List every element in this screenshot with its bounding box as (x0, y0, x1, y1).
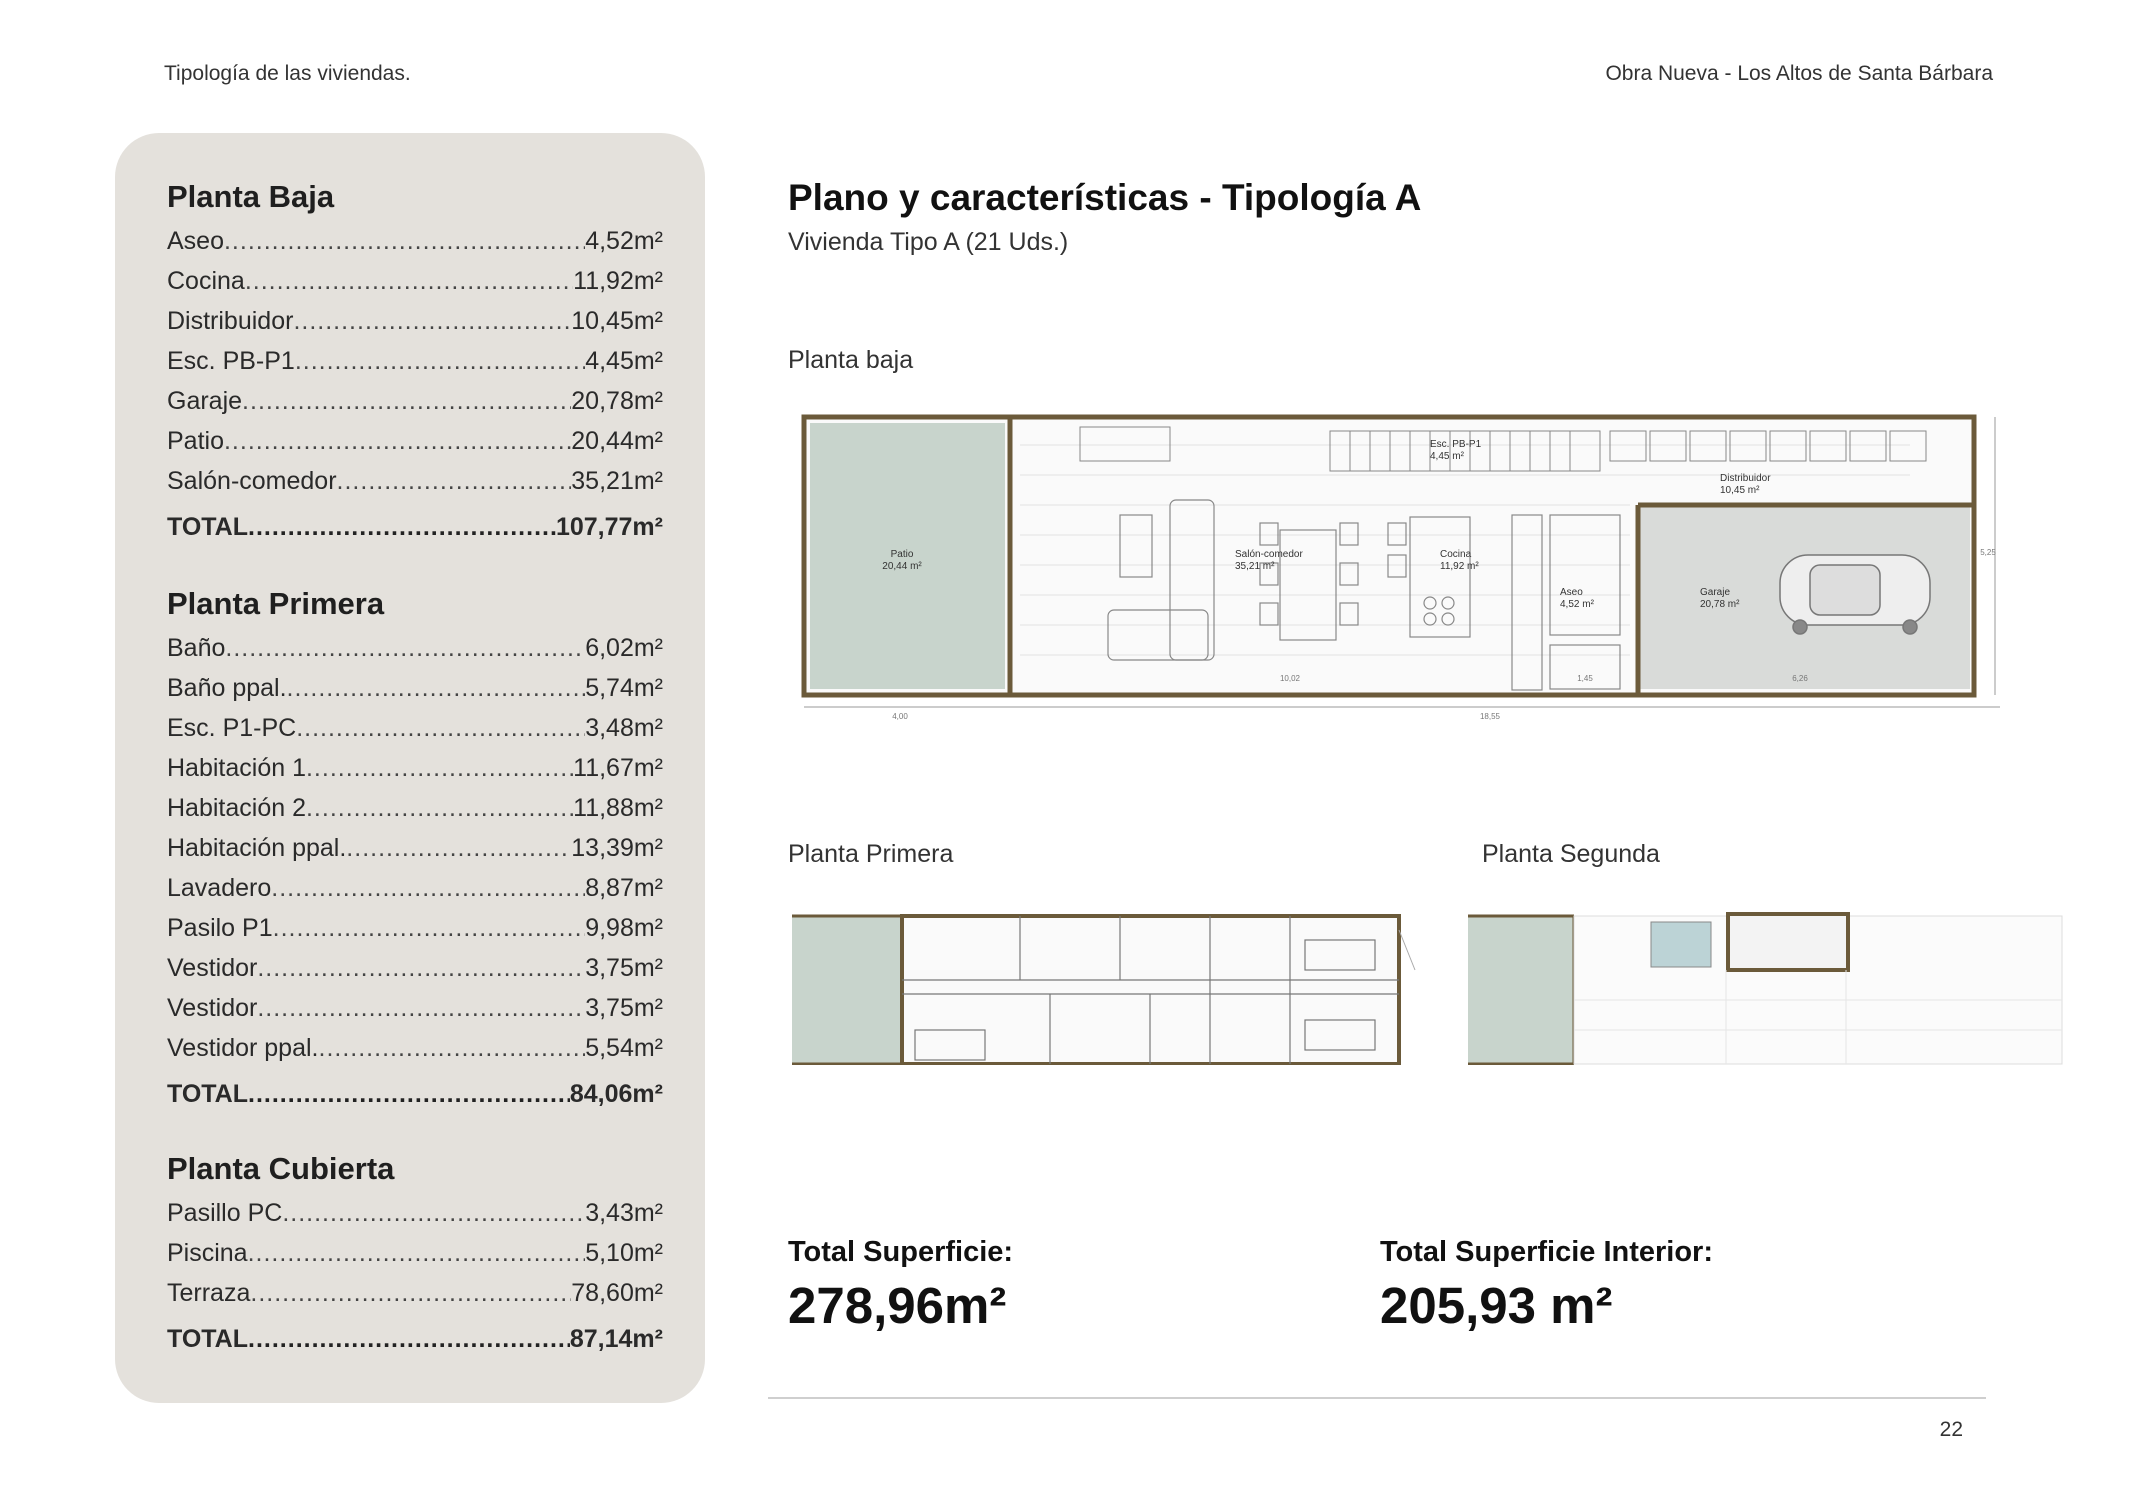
area-row (167, 1028, 663, 1068)
leader-dots (296, 708, 585, 748)
header-right: Obra Nueva - Los Altos de Santa Bárbara (1605, 62, 1993, 85)
section-planta-cubierta (167, 1147, 663, 1359)
leader-dots (282, 1193, 585, 1233)
area-value: 5,74m² (585, 674, 663, 702)
area-value: 20,44m² (571, 427, 663, 455)
leader-dots (248, 1233, 586, 1273)
total-row (167, 1074, 663, 1114)
area-label: Patio (167, 427, 224, 455)
area-row (167, 788, 663, 828)
leader-dots (306, 748, 573, 788)
room-area-distribuidor: 10,45 m² (1720, 485, 1760, 496)
area-value: 78,60m² (571, 1279, 663, 1307)
leader-dots (242, 381, 571, 421)
area-value: 20,78m² (571, 387, 663, 415)
area-row (167, 341, 663, 381)
interior-surface-value: 205,93 m² (1380, 1277, 1613, 1334)
area-row (167, 668, 663, 708)
pool-area (1651, 922, 1711, 967)
area-row (167, 628, 663, 668)
area-row (167, 1193, 663, 1233)
area-row (167, 868, 663, 908)
footer-divider (768, 1397, 1986, 1399)
area-value: 11,67m² (573, 754, 663, 782)
area-row (167, 948, 663, 988)
room-label-garaje: Garaje (1700, 587, 1731, 598)
area-value: 11,88m² (573, 794, 663, 822)
area-row (167, 461, 663, 501)
section-title: Planta Baja (167, 179, 335, 214)
area-value: 35,21m² (571, 467, 663, 495)
page-subtitle: Vivienda Tipo A (21 Uds.) (788, 228, 1069, 256)
area-label: Salón-comedor (167, 467, 337, 495)
area-label: Baño ppal. (167, 674, 287, 702)
room-area-garaje: 20,78 m² (1700, 599, 1740, 610)
room-area-cocina: 11,92 m² (1440, 561, 1479, 572)
leader-dots (319, 1028, 586, 1068)
area-row (167, 908, 663, 948)
leader-dots (224, 421, 571, 461)
room-area-patio: 20,44 m² (882, 561, 922, 572)
area-label: Baño (167, 634, 226, 662)
total-label: TOTAL (167, 1080, 249, 1108)
floor-plan-planta-baja (790, 405, 2000, 725)
leader-dots (346, 828, 571, 868)
area-label: Habitación 1 (167, 754, 306, 782)
floor-plan-planta-segunda (1466, 910, 2066, 1065)
room-area-aseo: 4,52 m² (1560, 599, 1594, 610)
area-value: 5,54m² (585, 1034, 663, 1062)
leader-dots (250, 1273, 571, 1313)
plan-segunda-label: Planta Segunda (1482, 840, 1660, 868)
room-label-distribuidor: Distribuidor (1720, 473, 1771, 484)
area-value: 9,98m² (585, 914, 663, 942)
leader-dots (273, 908, 586, 948)
page-title: Plano y características - Tipología A (788, 177, 1422, 218)
section-planta-primera (167, 582, 663, 1114)
area-label: Aseo (167, 227, 224, 255)
car-icon (1780, 555, 1930, 634)
total-row (167, 507, 663, 547)
area-row (167, 988, 663, 1028)
leader-dots (224, 221, 585, 261)
leader-dots (271, 868, 585, 908)
leader-dots (257, 948, 585, 988)
floor-plan-planta-primera (790, 910, 1420, 1065)
dim-house: 18,55 (1479, 712, 1501, 721)
total-surface-label: Total Superficie: (788, 1236, 1014, 1268)
area-value: 11,92m² (573, 267, 663, 295)
area-label: Esc. P1-PC (167, 714, 297, 742)
leader-dots (293, 301, 571, 341)
leader-dots (306, 788, 573, 828)
area-label: Terraza (167, 1279, 251, 1307)
area-label: Habitación 2 (167, 794, 306, 822)
total-label: TOTAL (167, 1325, 249, 1353)
room-label-cocina: Cocina (1440, 549, 1472, 560)
total-value: 107,77m² (555, 513, 663, 541)
total-label: TOTAL (167, 513, 249, 541)
area-label: Cocina (167, 267, 245, 295)
total-surface-value: 278,96m² (788, 1277, 1007, 1334)
area-label: Esc. PB-P1 (167, 347, 295, 375)
section-title: Planta Primera (167, 586, 385, 621)
area-row (167, 1273, 663, 1313)
area-label: Distribuidor (167, 307, 294, 335)
area-label: Vestidor (167, 954, 258, 982)
room-area-salon: 35,21 m² (1235, 561, 1275, 572)
leader-dots (295, 341, 585, 381)
section-title: Planta Cubierta (167, 1151, 395, 1186)
leader-dots (287, 668, 586, 708)
leader-dots (248, 1319, 570, 1359)
area-value: 5,10m² (585, 1239, 663, 1267)
leader-dots (225, 628, 585, 668)
dim-garage: 6,26 (1792, 674, 1808, 683)
area-value: 13,39m² (571, 834, 663, 862)
area-label: Piscina (167, 1239, 248, 1267)
leader-dots (245, 261, 573, 301)
area-value: 10,45m² (571, 307, 663, 335)
area-summary-panel (115, 133, 705, 1403)
room-area-esc: 4,45 m² (1430, 451, 1464, 462)
leader-dots (337, 461, 572, 501)
room-label-esc: Esc. PB-P1 (1430, 439, 1482, 450)
area-label: Garaje (167, 387, 243, 415)
dim-height: 5,25 (1980, 548, 1996, 557)
room-label-salon: Salón-comedor (1235, 549, 1303, 560)
area-value: 3,48m² (585, 714, 663, 742)
area-row (167, 221, 663, 261)
area-label: Pasillo PC (167, 1199, 283, 1227)
area-row (167, 301, 663, 341)
page-number: 22 (1939, 1418, 1963, 1441)
area-label: Vestidor ppal. (167, 1034, 319, 1062)
area-row (167, 261, 663, 301)
area-label: Lavadero (167, 874, 272, 902)
area-value: 4,45m² (585, 347, 663, 375)
leader-dots (257, 988, 585, 1028)
area-row (167, 748, 663, 788)
dim-salon: 10,02 (1279, 674, 1301, 683)
area-row (167, 421, 663, 461)
area-value: 3,43m² (585, 1199, 663, 1227)
plan-baja-label: Planta baja (788, 346, 914, 374)
area-label: Habitación ppal. (167, 834, 347, 862)
area-value: 8,87m² (585, 874, 663, 902)
dim-patio: 4,00 (892, 712, 908, 721)
room-label-aseo: Aseo (1560, 587, 1583, 598)
header-left: Tipología de las viviendas. (164, 62, 411, 85)
total-value: 87,14m² (569, 1325, 663, 1353)
dim-aseo: 1,45 (1577, 674, 1593, 683)
area-row (167, 381, 663, 421)
area-label: Pasilo P1 (167, 914, 273, 942)
plan-primera-label: Planta Primera (788, 840, 954, 868)
area-value: 6,02m² (585, 634, 663, 662)
total-row (167, 1319, 663, 1359)
total-value: 84,06m² (569, 1080, 663, 1108)
leader-dots (248, 1074, 570, 1114)
interior-surface-label: Total Superficie Interior: (1380, 1236, 1714, 1268)
area-label: Vestidor (167, 994, 258, 1022)
section-planta-baja (167, 175, 663, 547)
area-value: 4,52m² (585, 227, 663, 255)
area-row (167, 1233, 663, 1273)
leader-dots (248, 507, 556, 547)
area-value: 3,75m² (585, 994, 663, 1022)
area-row (167, 708, 663, 748)
room-label-patio: Patio (890, 549, 914, 560)
area-value: 3,75m² (585, 954, 663, 982)
area-row (167, 828, 663, 868)
